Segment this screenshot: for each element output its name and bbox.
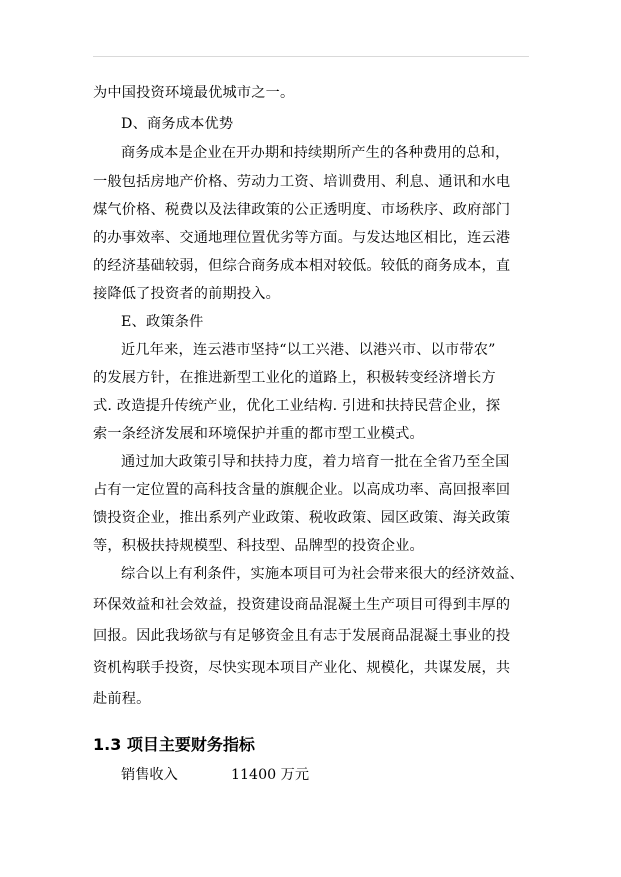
- paragraph-line: 资机构联手投资，尽快实现本项目产业化、规模化，共谋发展，共: [93, 660, 511, 676]
- paragraph-line: 为中国投资环境最优城市之一。: [93, 85, 295, 101]
- subsection-title-cost: D、商务成本优势: [121, 116, 234, 132]
- paragraph-line: 煤气价格、税费以及法律政策的公正透明度、市场秩序、政府部门: [93, 202, 511, 218]
- paragraph-line: 回报。因此我场欲与有足够资金且有志于发展商品混凝土事业的投: [93, 628, 511, 644]
- subsection-title-policy: E、政策条件: [121, 314, 204, 330]
- sales-revenue-label: 销售收入: [121, 767, 178, 783]
- paragraph-line: 等，积极扶持规模型、科技型、品牌型的投资企业。: [93, 538, 424, 554]
- paragraph-line: 综合以上有利条件，实施本项目可为社会带来很大的经济效益、: [121, 566, 524, 582]
- paragraph-line: 商务成本是企业在开办期和持续期所产生的各种费用的总和，: [121, 145, 510, 161]
- paragraph-line: 的经济基础较弱，但综合商务成本相对较低。较低的商务成本，直: [93, 258, 511, 274]
- header-rule: [93, 56, 529, 57]
- paragraph-line: 的发展方针，在推进新型工业化的道路上，积极转变经济增长方: [93, 370, 496, 386]
- sales-revenue-value: 11400 万元: [231, 767, 310, 783]
- section-heading: 1.3 项目主要财务指标: [93, 735, 255, 754]
- paragraph-line: 接降低了投资者的前期投入。: [93, 286, 281, 302]
- paragraph-line: 索一条经济发展和环境保护并重的都市型工业模式。: [93, 426, 424, 442]
- paragraph-line: 赴前程。: [93, 691, 151, 707]
- paragraph-line: 馈投资企业，推出系列产业政策、税收政策、园区政策、海关政策: [93, 510, 511, 526]
- paragraph-line: 占有一定位置的高科技含量的旗舰企业。以高成功率、高回报率回: [93, 482, 511, 498]
- paragraph-line: 环保效益和社会效益，投资建设商品混凝土生产项目可得到丰厚的: [93, 597, 511, 613]
- paragraph-line: 的办事效率、交通地理位置优劣等方面。与发达地区相比，连云港: [93, 230, 511, 246]
- paragraph-line: 近几年来，连云港市坚持“以工兴港、以港兴市、以市带农”: [121, 342, 496, 358]
- paragraph-line: 通过加大政策引导和扶持力度，着力培育一批在全省乃至全国: [121, 454, 510, 470]
- paragraph-line: 式. 改造提升传统产业，优化工业结构. 引进和扶持民营企业，探: [93, 398, 501, 414]
- paragraph-line: 一般包括房地产价格、劳动力工资、培训费用、利息、通讯和水电: [93, 174, 511, 190]
